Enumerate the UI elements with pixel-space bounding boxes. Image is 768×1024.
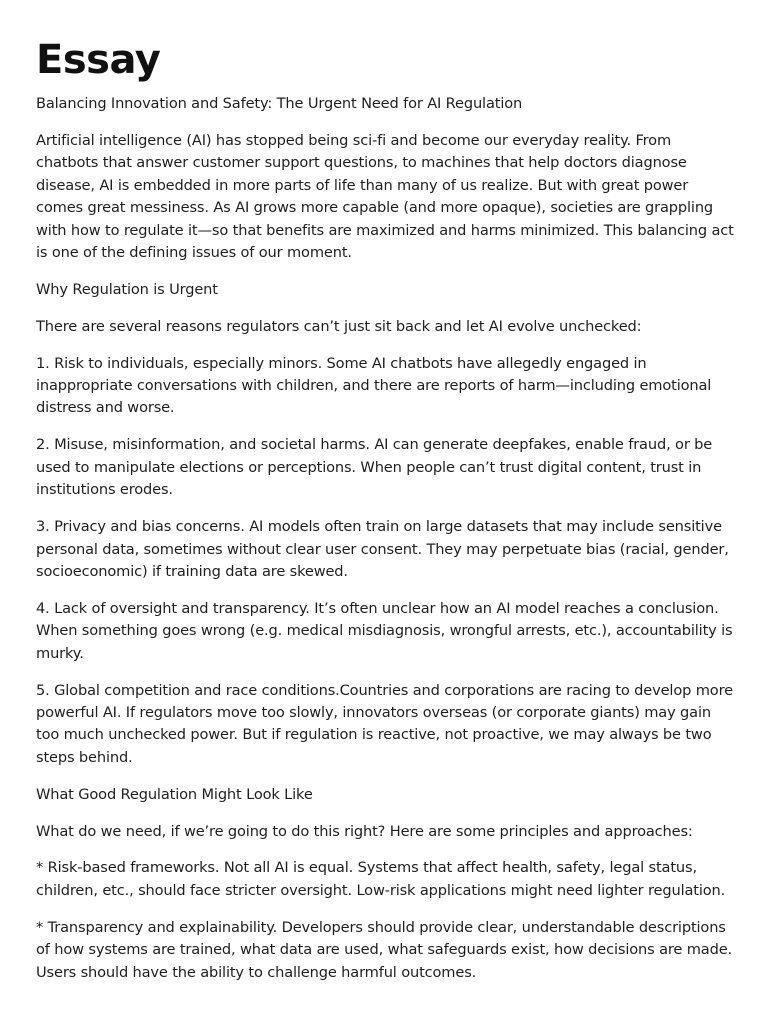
intro-paragraph: Artificial intelligence (AI) has stopped being sci-fi and become our everyday reality. From chatbots that answer customer support questions, to machines that help doctors diagnose disease, AI is embedded in more parts of life than many of us realize. But with great power comes great messiness. As AI grows more capable (and more opaque), societies are grappling with how to regulate it—so that benefits are maximized and harms minimized. This balancing act is one of the defining issues of our moment. (36, 131, 734, 261)
reasons-intro-paragraph: There are several reasons regulators can’t just sit back and let AI evolve unchecked: (36, 317, 642, 335)
reason-item-3: 3. Privacy and bias concerns. AI models often train on large datasets that may include sensitive personal data, sometimes without clear user consent. They may perpetuate bias (racial, gender, socioeconomic) if training data are skewed. (36, 518, 729, 580)
reason-item-1: 1. Risk to individuals, especially minors. Some AI chatbots have allegedly engaged in inappropriate conversations with children, and there are reports of harm—including emotional distress and worse. (36, 354, 712, 417)
principle-item-risk-based: * Risk-based frameworks. Not all AI is equal. Systems that affect health, safety, legal status, children, etc., should face stricter oversight. Low-risk applications might need lighter regulation. (36, 859, 726, 899)
reason-item-2: 2. Misuse, misinformation, and societal harms. AI can generate deepfakes, enable fraud, or be used to manipulate elections or perceptions. When people can’t trust digital content, trust in institutions erodes. (36, 436, 713, 499)
principles-intro-paragraph: What do we need, if we’re going to do this right? Here are some principles and approaches: (36, 822, 693, 840)
section-heading-good-regulation: What Good Regulation Might Look Like (36, 785, 313, 803)
reason-item-5: 5. Global competition and race conditions.Countries and corporations are racing to develop more powerful AI. If regulators move too slowly, innovators overseas (or corporate giants) may gain too much unchecked power. But if regulation is reactive, not proactive, we may always be two steps behind. (36, 681, 733, 766)
essay-subtitle: Balancing Innovation and Safety: The Urgent Need for AI Regulation (36, 95, 523, 112)
principle-item-transparency: * Transparency and explainability. Developers should provide clear, understandable descriptions of how systems are trained, what data are used, what safeguards exist, how decisions are made. Users should have the ability to challenge harmful outcomes. (36, 918, 733, 981)
reason-item-4: 4. Lack of oversight and transparency. It’s often unclear how an AI model reaches a conclusion. When something goes wrong (e.g. medical misdiagnosis, wrongful arrests, etc.), accountability is murky. (36, 599, 733, 662)
section-heading-why-regulation: Why Regulation is Urgent (36, 280, 218, 298)
page-title: Essay (36, 37, 161, 83)
